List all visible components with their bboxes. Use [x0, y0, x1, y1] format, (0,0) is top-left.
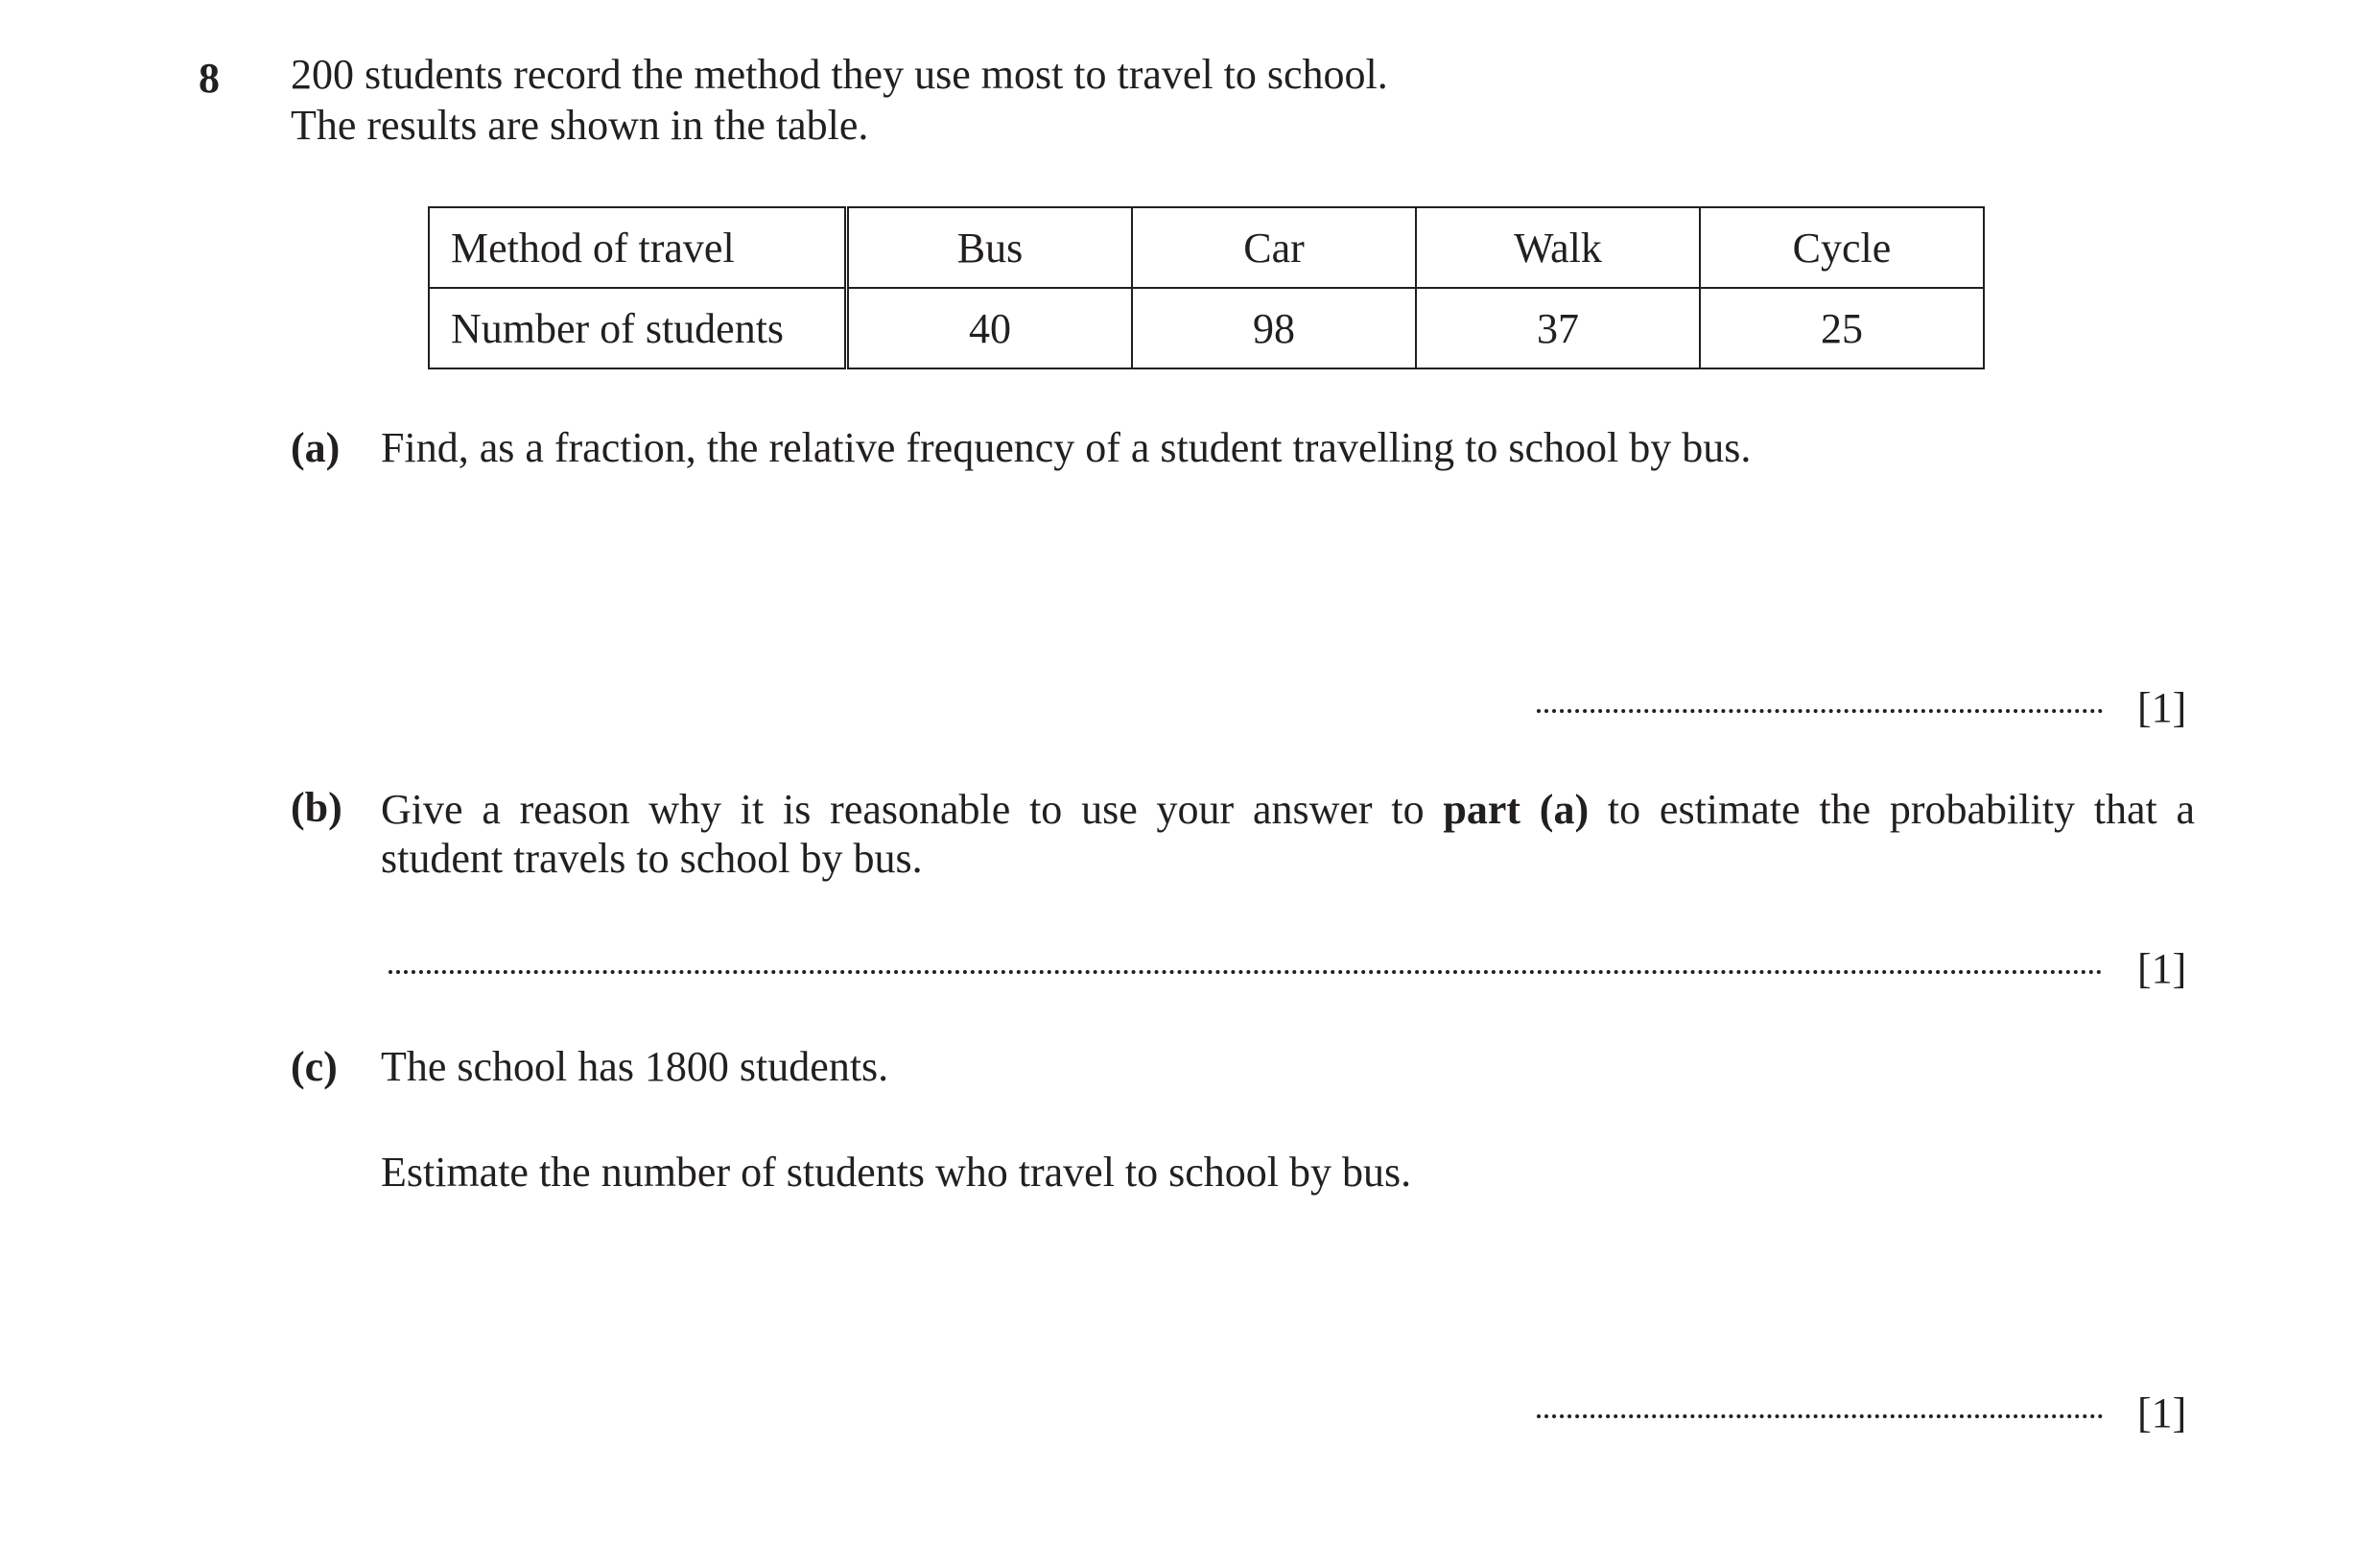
- part-c-marks: [1]: [2137, 1389, 2187, 1436]
- table-cell-count: 40: [847, 288, 1133, 368]
- travel-method-table: [428, 206, 1985, 369]
- part-c-answer-line[interactable]: [1537, 1414, 2103, 1418]
- table-cell-method: Bus: [847, 207, 1133, 288]
- part-b-text: [381, 783, 2195, 836]
- table-cell-method: Cycle: [1700, 207, 1984, 288]
- table-row-label-method: Method of travel: [429, 207, 847, 288]
- part-b-text-start: Give a reason why it is reasonable to use your answer to: [381, 786, 1425, 833]
- part-b-label: (b): [291, 784, 342, 831]
- table-row-label-count: Number of students: [429, 288, 847, 368]
- question-intro-line1: 200 students record the method they use most to travel to school.: [291, 51, 1388, 98]
- table-cell-count: 25: [1700, 288, 1984, 368]
- table-cell-method: Walk: [1416, 207, 1700, 288]
- question-intro-line2: The results are shown in the table.: [291, 102, 869, 149]
- question-number: 8: [199, 55, 220, 102]
- part-b-text-end: to estimate the probability that a: [1607, 786, 2196, 833]
- part-b-text-line2: student travels to school by bus.: [381, 835, 923, 882]
- part-a-marks: [1]: [2137, 684, 2187, 731]
- table-row: [429, 288, 1984, 368]
- part-c-text2: Estimate the number of students who travel to school by bus.: [381, 1149, 1412, 1196]
- part-a-label: (a): [291, 424, 341, 471]
- part-c-text1: The school has 1800 students.: [381, 1043, 889, 1090]
- part-c-label: (c): [291, 1043, 338, 1090]
- table-row: [429, 207, 1984, 288]
- part-b-marks: [1]: [2137, 945, 2187, 992]
- part-a-answer-line[interactable]: [1537, 709, 2103, 713]
- part-b-answer-line[interactable]: [389, 970, 2103, 974]
- part-a-text: Find, as a fraction, the relative frequency of a student travelling to school by bus.: [381, 424, 1752, 471]
- table-cell-count: 37: [1416, 288, 1700, 368]
- table-cell-count: 98: [1132, 288, 1416, 368]
- table-cell-method: Car: [1132, 207, 1416, 288]
- part-b-bold-ref: part (a): [1443, 786, 1590, 833]
